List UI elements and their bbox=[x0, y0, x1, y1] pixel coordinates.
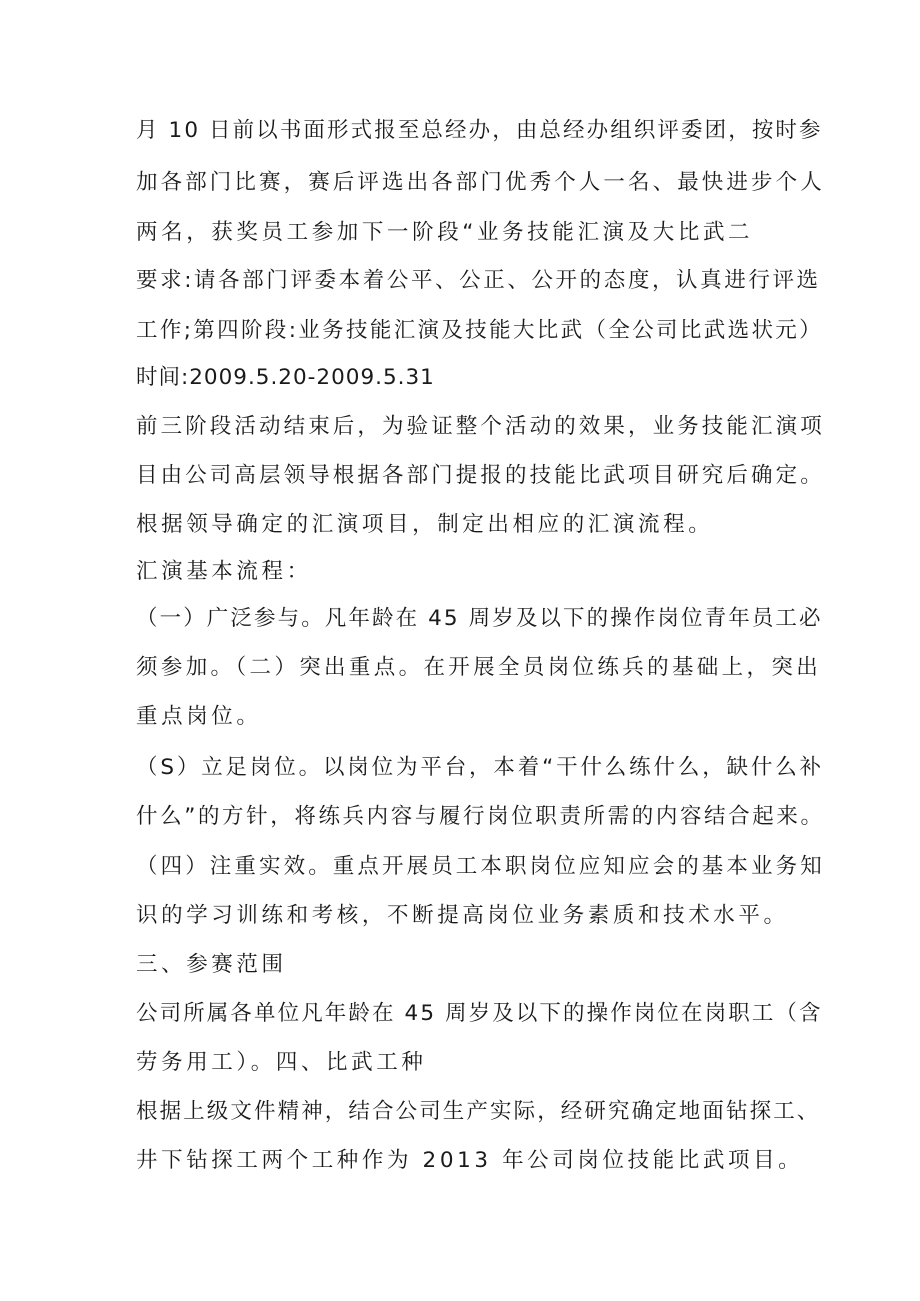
text-line: 识的学习训练和考核，不断提高岗位业务素质和技术水平。 bbox=[136, 903, 789, 928]
text-line: 两名，获奖员工参加下一阶段“业务技能汇演及大比武二 bbox=[136, 220, 754, 245]
text-line: 根据上级文件精神，结合公司生产实际，经研究确定地面钻探工、 bbox=[136, 1099, 821, 1124]
text-line: 前三阶段活动结束后，为验证整个活动的效果，业务技能汇演项 bbox=[136, 414, 825, 439]
text-line: 工作;第四阶段:业务技能汇演及技能大比武（全公司比武选状元） bbox=[136, 318, 823, 343]
text-line: 须参加。（二）突出重点。在开展全员岗位练兵的基础上，突出 bbox=[136, 655, 822, 680]
text-line: 要求:请各部门评委本着公平、公正、公开的态度，认真进行评选 bbox=[136, 268, 821, 293]
text-line: 根据领导确定的汇演项目，制定出相应的汇演流程。 bbox=[136, 512, 714, 537]
section-heading: 三、参赛范围 bbox=[136, 952, 287, 977]
text-line: （四）注重实效。重点开展员工本职岗位应知应会的基本业务知 bbox=[136, 854, 825, 879]
text-line: （S）立足岗位。以岗位为平台，本着“干什么练什么，缺什么补 bbox=[136, 755, 824, 780]
text-line: 时间:2009.5.20-2009.5.31 bbox=[136, 365, 435, 390]
text-line: 月 10 日前以书面形式报至总经办，由总经办组织评委团，按时参 bbox=[136, 118, 823, 143]
text-line: （一）广泛参与。凡年龄在 45 周岁及以下的操作岗位青年员工必 bbox=[136, 606, 823, 631]
text-line: 目由公司高层领导根据各部门提报的技能比武项目研究后确定。 bbox=[136, 463, 825, 488]
text-line: 什么”的方针，将练兵内容与履行岗位职责所需的内容结合起来。 bbox=[136, 804, 825, 829]
text-line: 公司所属各单位凡年龄在 45 周岁及以下的操作岗位在岗职工（含 bbox=[136, 1001, 823, 1026]
text-line: 加各部门比赛，赛后评选出各部门优秀个人一名、最快进步个人 bbox=[136, 170, 825, 195]
text-line: 井下钻探工两个工种作为 2013 年公司岗位技能比武项目。 bbox=[136, 1148, 804, 1173]
text-line: 劳务用工）。四、比武工种 bbox=[136, 1050, 427, 1075]
text-line: 汇演基本流程： bbox=[136, 559, 312, 584]
text-line: 重点岗位。 bbox=[136, 704, 262, 729]
